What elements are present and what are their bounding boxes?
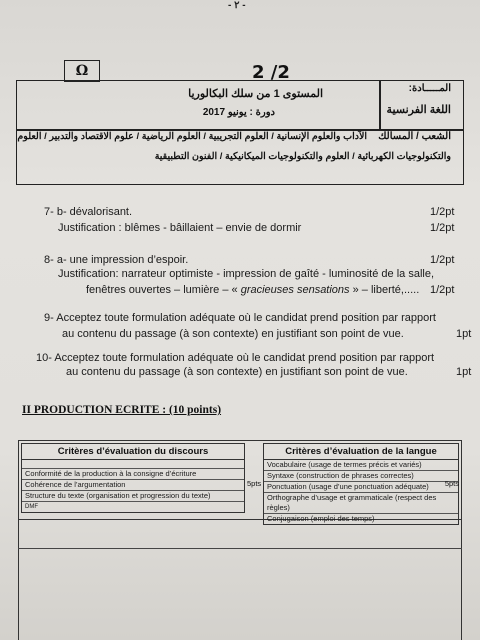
q10-points: 1pt [456, 366, 472, 378]
table-continuation [18, 520, 462, 640]
q8-points-2: 1/2pt [430, 284, 455, 296]
q7-justification: Justification : blêmes - bâillaient – envie de dormir [58, 222, 302, 234]
language-criteria-head: Critères d’évaluation de la langue [264, 444, 458, 460]
q8-points-1: 1/2pt [430, 254, 455, 266]
discourse-criterion: Cohérence de l’argumentation [22, 480, 244, 491]
q10-answer-line1: 10- Acceptez toute formulation adéquate où le candidat prend position par rapport [36, 352, 435, 364]
discourse-criterion [22, 460, 244, 469]
language-criterion: Syntaxe (construction de phrases correctes) [264, 471, 458, 482]
q8-quote: gracieuses sensations [240, 284, 350, 296]
q8-justification: Justification: narrateur optimiste - impression de gaîté - luminosité de la salle, [58, 268, 435, 280]
q7-answer: 7- b- dévalorisant. [44, 206, 133, 218]
subject-label: المـــــادة: [408, 83, 451, 94]
q10-answer-line2: au contenu du passage (à son contexte) en justifiant son point de vue. [66, 366, 408, 378]
q9-answer-line1: 9- Acceptez toute formulation adéquate où le candidat prend position par rapport [44, 312, 436, 324]
streams-line-1: الآداب والعلوم الإنسانية / العلوم التجريبية / العلوم الرياضية / علوم الاقتصاد والتدبير / العلوم [17, 131, 367, 142]
language-criterion: Vocabulaire (usage de termes précis et variés) [264, 460, 458, 471]
q7-points-2: 1/2pt [430, 222, 455, 234]
q8-text-b: » – liberté,..... [349, 284, 420, 296]
language-points: 5pts [444, 479, 459, 488]
discourse-criterion: Conformité de la production à la consigne d’écriture [22, 469, 244, 480]
criteria-table [18, 440, 462, 523]
header-table [16, 80, 464, 185]
header-divider-vertical [379, 81, 381, 129]
discourse-points: 5pts [247, 479, 262, 488]
discourse-criterion: Structure du texte (organisation et progression du texte) [22, 491, 244, 502]
q8-text-a: fenêtres ouvertes – lumière – « [86, 284, 241, 296]
language-criterion: Ponctuation (usage d’une ponctuation adéquate) [264, 482, 458, 493]
session-text: دورة : يونيو 2017 [202, 107, 275, 118]
level-text: المستوى 1 من سلك البكالوريا [188, 88, 323, 100]
q8-justification-cont [86, 284, 419, 296]
discourse-criterion: DMF [25, 504, 38, 510]
page-number: 2 /2 [252, 62, 290, 83]
q9-points: 1pt [456, 328, 472, 340]
page-top-mark: - ۲ - [228, 0, 246, 11]
q8-answer: 8- a- une impression d’espoir. [44, 254, 189, 266]
discourse-criteria [21, 443, 245, 513]
language-criterion: Conjugaison (emploi des temps) [267, 514, 375, 523]
subject-value: اللغة الفرنسية [386, 104, 451, 116]
streams-label: الشعب / المسالك [378, 131, 451, 142]
q9-answer-line2: au contenu du passage (à son contexte) en justifiant son point de vue. [62, 328, 404, 340]
table-divider [18, 548, 462, 549]
discourse-criteria-head: Critères d’évaluation du discours [22, 444, 244, 460]
language-criterion: Orthographe d’usage et grammaticale (respect des règles) [264, 493, 458, 514]
production-title: II PRODUCTION ECRITE : (10 points) [22, 404, 222, 416]
omega-box: Ω [64, 60, 100, 82]
language-criteria [263, 443, 459, 525]
q7-points-1: 1/2pt [430, 206, 455, 218]
streams-line-2: والتكنولوجيات الكهربائية / العلوم والتكنولوجيات الميكانيكية / الفنون التطبيقية [154, 151, 451, 162]
